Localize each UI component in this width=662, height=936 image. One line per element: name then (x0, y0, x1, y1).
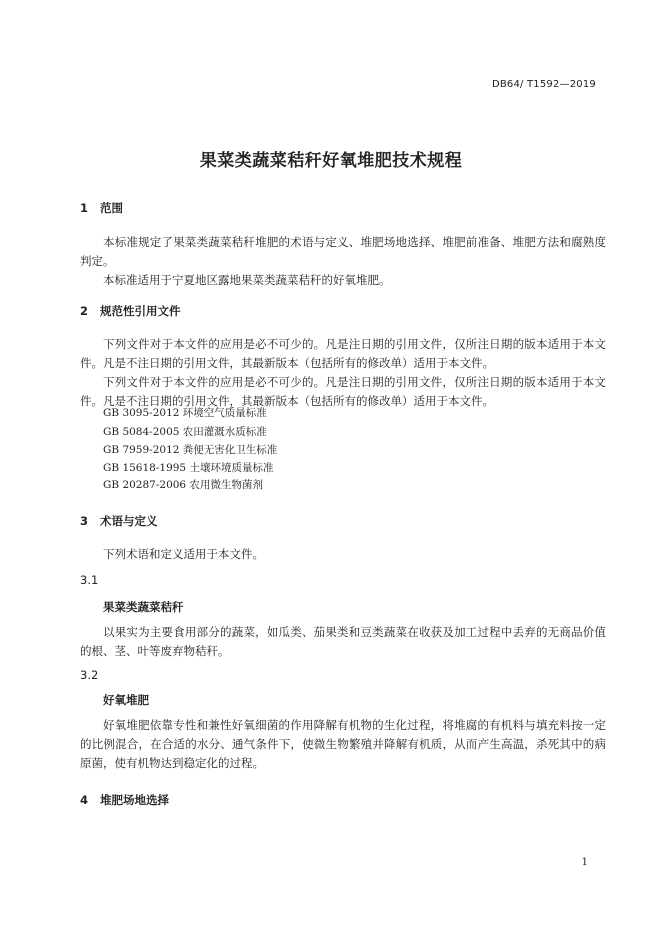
paragraph: 以果实为主要食用部分的蔬菜，如瓜类、茄果类和豆类蔬菜在收获及加工过程中丢弃的无商品价值的根、茎、叶等废弃物秸秆。 (80, 625, 606, 658)
paragraph: 好氧堆肥依靠专性和兼性好氧细菌的作用降解有机物的生化过程，将堆腐的有机料与填充料按一定的比例混合，在合适的水分、通气条件下，使微生物繁殖并降解有机质，从而产生高温，杀死其中的病原菌，使有机物达到稳定化的过程。 (80, 718, 606, 770)
document-title: 果菜类蔬菜秸秆好氧堆肥技术规程 (199, 151, 463, 171)
section-1-heading (80, 200, 123, 216)
paragraph: 本标准规定了果菜类蔬菜秸秆堆肥的术语与定义、堆肥场地选择、堆肥前准备、堆肥方法和腐熟度判定。 (80, 235, 606, 268)
reference-item (103, 477, 263, 492)
section-2-body (80, 335, 606, 411)
section-title: 术语与定义 (100, 514, 158, 528)
paragraph: 下列术语和定义适用于本文件。 (103, 547, 264, 561)
section-4-heading (80, 792, 169, 808)
reference-code: GB 7959-2012 (103, 444, 180, 456)
section-number: 4 (80, 793, 89, 807)
section-2-heading (80, 303, 181, 319)
term-definition (80, 623, 606, 661)
page-number: 1 (581, 857, 588, 868)
section-number: 2 (80, 304, 89, 318)
reference-name: 粪便无害化卫生标准 (182, 444, 278, 456)
reference-item (103, 424, 267, 439)
reference-code: GB 20287-2006 (103, 479, 187, 491)
paragraph: 下列文件对于本文件的应用是必不可少的。凡是注日期的引用文件，仅所注日期的版本适用于本文件。凡是不注日期的引用文件，其最新版本（包括所有的修改单）适用于本文件。 (80, 337, 606, 370)
term-definition (80, 716, 606, 773)
term-number: 3.1 (80, 573, 99, 587)
section-title: 规范性引用文件 (100, 304, 181, 318)
section-number: 3 (80, 514, 89, 528)
reference-item (103, 460, 273, 475)
reference-item (103, 405, 267, 420)
reference-name: 农用微生物菌剂 (189, 479, 263, 491)
term-number: 3.2 (80, 668, 99, 682)
section-3-intro (80, 545, 606, 564)
paragraph: 下列文件对于本文件的应用是必不可少的。凡是注日期的引用文件，仅所注日期的版本适用于本文件。凡是不注日期的引用文件，其最新版本（包括所有的修改单）适用于本文件。 (80, 375, 606, 408)
section-3-heading (80, 513, 158, 529)
reference-name: 农田灌溉水质标准 (182, 426, 267, 438)
section-title: 堆肥场地选择 (100, 793, 169, 807)
reference-item (103, 442, 277, 457)
paragraph: 本标准适用于宁夏地区露地果菜类蔬菜秸秆的好氧堆肥。 (103, 273, 391, 287)
section-number: 1 (80, 201, 89, 215)
term-name: 好氧堆肥 (103, 693, 149, 707)
section-title: 范围 (100, 201, 123, 215)
reference-code: GB 15618-1995 (103, 462, 187, 474)
reference-name: 环境空气质量标准 (182, 407, 267, 419)
section-1-body (80, 233, 606, 290)
standard-number: DB64/ T1592—2019 (491, 79, 596, 90)
term-name: 果菜类蔬菜秸秆 (103, 600, 184, 614)
reference-code: GB 5084-2005 (103, 426, 180, 438)
reference-name: 土壤环境质量标准 (189, 462, 274, 474)
reference-code: GB 3095-2012 (103, 407, 180, 419)
